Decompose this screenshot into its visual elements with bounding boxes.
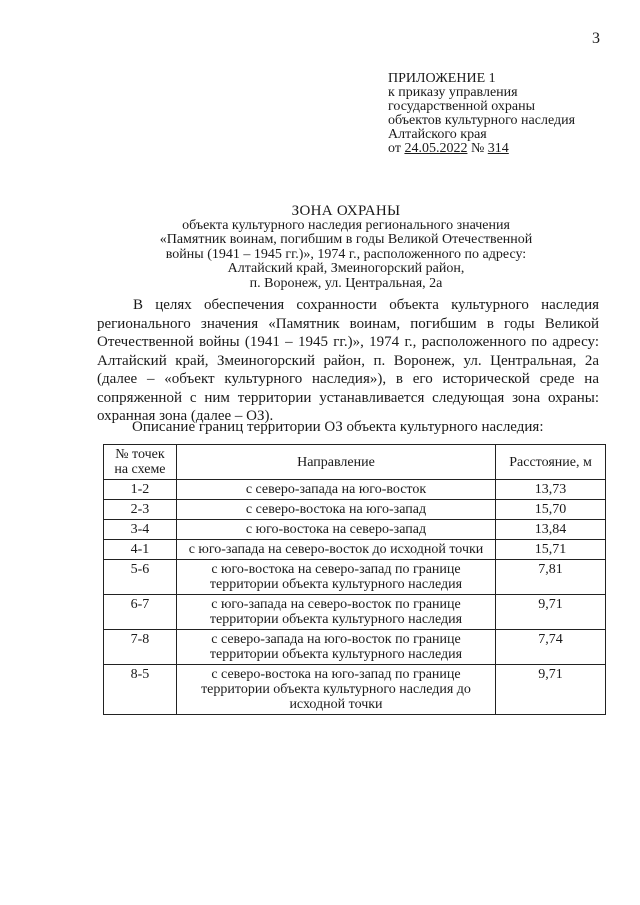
- cell-distance: 13,84: [496, 520, 606, 540]
- appendix-line: к приказу управления: [388, 85, 518, 100]
- cell-points: 7-8: [104, 630, 177, 665]
- document-title: ЗОНА ОХРАНЫ: [291, 203, 401, 219]
- cell-distance: 7,74: [496, 630, 606, 665]
- body-paragraph-block: [97, 296, 599, 426]
- cell-direction: с юго-запада на северо-восток до исходной точки: [176, 540, 495, 560]
- document-heading: [120, 204, 572, 291]
- appendix-line: государственной охраны: [388, 99, 536, 114]
- order-number: 314: [487, 141, 509, 156]
- table-row: [104, 480, 606, 500]
- appendix-line: объектов культурного наследия: [388, 113, 576, 128]
- table-row: [104, 630, 606, 665]
- table-row: [104, 500, 606, 520]
- cell-distance: 15,70: [496, 500, 606, 520]
- table-row: [104, 520, 606, 540]
- cell-distance: 15,71: [496, 540, 606, 560]
- heading-line: войны (1941 – 1945 гг.)», 1974 г., расположенного по адресу:: [165, 246, 527, 262]
- heading-line: «Памятник воинам, погибшим в годы Великой Отечественной: [159, 232, 533, 247]
- page-number: 3: [592, 30, 600, 47]
- table-row: [104, 665, 606, 715]
- cell-distance: 7,81: [496, 560, 606, 595]
- cell-direction: с юго-востока на северо-запад: [176, 520, 495, 540]
- table-header-row: [104, 445, 606, 480]
- cell-direction: с северо-востока на юго-запад: [176, 500, 495, 520]
- cell-direction: с северо-запада на юго-восток: [176, 480, 495, 500]
- table-row: [104, 595, 606, 630]
- cell-direction: с северо-востока на юго-запад по границе территории объекта культурного наследия до исходной точки: [176, 665, 495, 715]
- header-distance: Расстояние, м: [496, 445, 606, 480]
- table-row: [104, 540, 606, 560]
- boundary-table: [103, 444, 606, 715]
- heading-line: Алтайский край, Змеиногорский район,: [227, 261, 465, 276]
- cell-direction: с северо-запада на юго-восток по границе территории объекта культурного наследия: [176, 630, 495, 665]
- order-date: 24.05.2022: [404, 141, 468, 156]
- header-direction: Направление: [176, 445, 495, 480]
- header-points: № точек на схеме: [104, 445, 177, 480]
- date-prefix: от: [388, 141, 405, 156]
- cell-points: 5-6: [104, 560, 177, 595]
- cell-direction: с юго-востока на северо-запад по границе территории объекта культурного наследия: [176, 560, 495, 595]
- table-row: [104, 560, 606, 595]
- cell-points: 3-4: [104, 520, 177, 540]
- cell-distance: 9,71: [496, 595, 606, 630]
- appendix-line: Алтайского края: [388, 127, 487, 142]
- cell-points: 6-7: [104, 595, 177, 630]
- number-prefix: №: [467, 141, 488, 156]
- appendix-title: ПРИЛОЖЕНИЕ 1: [388, 71, 496, 86]
- appendix-block: [388, 72, 628, 156]
- heading-line: объекта культурного наследия регионального значения: [182, 217, 510, 233]
- cell-points: 1-2: [104, 480, 177, 500]
- cell-distance: 9,71: [496, 665, 606, 715]
- table-caption: Описание границ территории ОЗ объекта культурного наследия:: [132, 419, 544, 435]
- cell-points: 4-1: [104, 540, 177, 560]
- cell-direction: с юго-запада на северо-восток по границе территории объекта культурного наследия: [176, 595, 495, 630]
- cell-points: 2-3: [104, 500, 177, 520]
- cell-distance: 13,73: [496, 480, 606, 500]
- body-paragraph: В целях обеспечения сохранности объекта культурного наследия регионального значения «Памятник воинам, погибшим в годы Великой Отечественной войны (1941 – 1945 гг.)», 1974 г., расположенного по адресу: Алтайский край, Змеиногорский район, п. Воронеж, ул. Центральная, 2а (далее – «объект культурного наследия»), в его исторической среде на сопряженной с ним территории устанавливается следующая зона охраны: охранная зона (далее – ОЗ).: [97, 297, 599, 424]
- appendix-date-line: [388, 142, 628, 156]
- cell-points: 8-5: [104, 665, 177, 715]
- heading-line: п. Воронеж, ул. Центральная, 2а: [249, 275, 443, 291]
